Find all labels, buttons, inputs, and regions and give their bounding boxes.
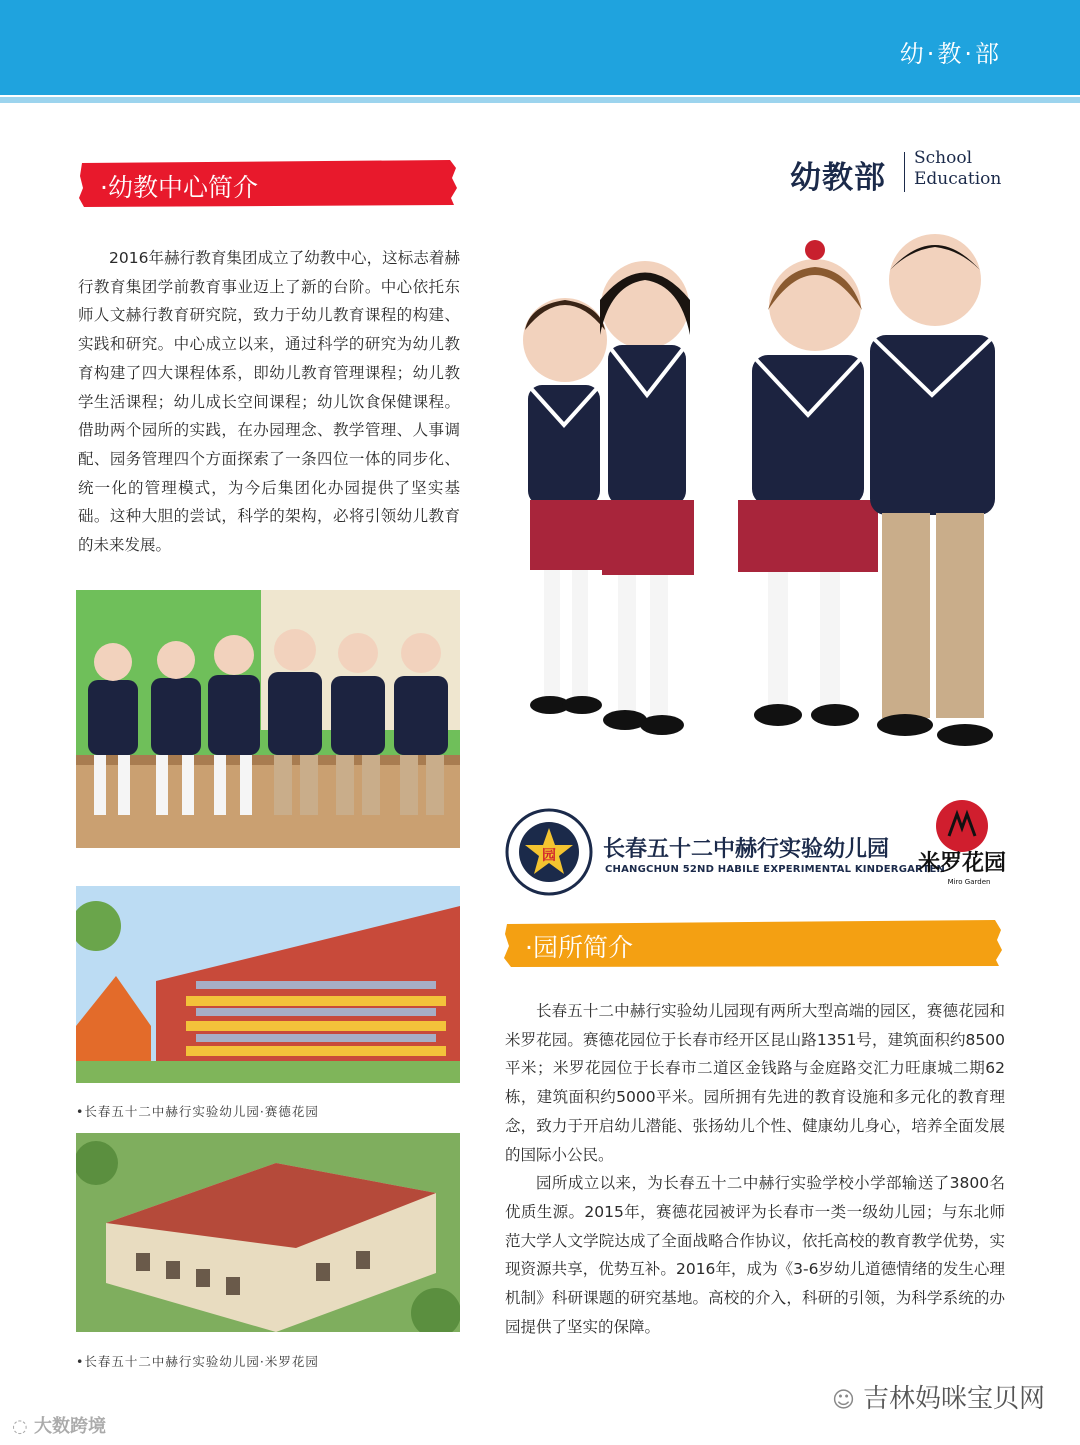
kindergarten-badge-icon (505, 808, 593, 896)
intro-center-body (78, 244, 460, 560)
intro-school-title: ·园所简介 (525, 933, 633, 962)
intro-center-banner (78, 158, 458, 208)
watermark-label (12, 1412, 106, 1438)
miluo-garden-photo (76, 1133, 460, 1332)
miro-garden-logo-en: Miro Garden (947, 878, 991, 886)
brand-name-cn: 幼教部 (790, 160, 886, 196)
saide-garden-caption: •长春五十二中赫行实验幼儿园·赛德花园 (76, 1104, 319, 1119)
classroom-group-photo (76, 590, 460, 848)
miro-garden-logo-text: 米罗花园 (917, 851, 1007, 876)
miro-garden-logo-icon (917, 796, 1007, 888)
miluo-garden-caption: •长春五十二中赫行实验幼儿园·米罗花园 (76, 1354, 319, 1369)
kindergarten-name-en: CHANGCHUN 52ND HABILE EXPERIMENTAL KINDERGARTEN (605, 864, 946, 875)
brand-name-en-line2: Education (914, 169, 1002, 189)
child-2-figure (600, 261, 694, 735)
children-hero-photo (490, 225, 1050, 770)
kindergarten-logo-row (505, 808, 1015, 898)
intro-center-title: ·幼教中心简介 (100, 173, 258, 202)
intro-school-paragraph-2: 园所成立以来，为长春五十二中赫行实验学校小学部输送了3800名优质生源。2015年，赛德花园被评为长春市一类一级幼儿园；与东北师范大学人文学院达成了全面战略合作协议，依托高校的教育教学优势，实现资源共享，优势互补。2016年，成为《3-6岁幼儿道德情绪的发生心理机制》科研课题的研究基地。高校的介入，科研的引领，为科学系统的办园提供了坚实的保障。 (505, 1174, 1005, 1336)
wechat-icon: ☺ (832, 1388, 855, 1413)
child-1-figure (523, 298, 607, 714)
intro-center-text: 2016年赫行教育集团成立了幼教中心，这标志着赫行教育集团学前教育事业迈上了新的台阶。中心依托东师人文赫行教育研究院，致力于幼儿教育课程的构建、实践和研究。中心成立以来，通过科学的研究为幼儿教育构建了四大课程体系，即幼儿教育管理课程；幼儿教学生活课程；幼儿成长空间课程；幼儿饮食保健课程。借助两个园所的实践，在办园理念、教学管理、人事调配、园务管理四个方面探索了一条四位一体的同步化、统一化的管理模式，为今后集团化办园提供了坚实基础。这种大胆的尝试，科学的架构，必将引领幼儿教育的未来发展。 (78, 249, 460, 555)
child-4-figure (870, 234, 995, 746)
kindergarten-name-cn: 长春五十二中赫行实验幼儿园 (603, 837, 890, 862)
badge-center-text: 园 (542, 848, 556, 864)
section-label: 幼·教·部 (899, 40, 1002, 68)
intro-school-banner (503, 918, 1003, 968)
header-accent-line (0, 97, 1080, 103)
wechat-account-name: 吉林妈咪宝贝网 (862, 1384, 1045, 1414)
wechat-account-label (832, 1378, 1045, 1415)
intro-school-paragraph-1: 长春五十二中赫行实验幼儿园现有两所大型高端的园区，赛德花园和米罗花园。赛德花园位于长春市经开区昆山路1351号，建筑面积约8500平米；米罗花园位于长春市二道区金钱路与金庭路交汇力旺康城二期62栋，建筑面积约5000平米。园所拥有先进的教育设施和多元化的教育理念，致力于开启幼儿潜能、张扬幼儿个性、健康幼儿身心，培养全面发展的国际小公民。 (505, 1002, 1005, 1164)
watermark-icon: ◌ (12, 1416, 34, 1437)
brand-divider (904, 152, 905, 192)
intro-school-body (505, 997, 1005, 1341)
child-3-figure (738, 240, 878, 726)
saide-garden-photo (76, 886, 460, 1083)
watermark-text: 大数跨境 (33, 1416, 106, 1437)
brand-name-en-line1: School (914, 148, 973, 168)
brand-logo (790, 148, 1010, 198)
